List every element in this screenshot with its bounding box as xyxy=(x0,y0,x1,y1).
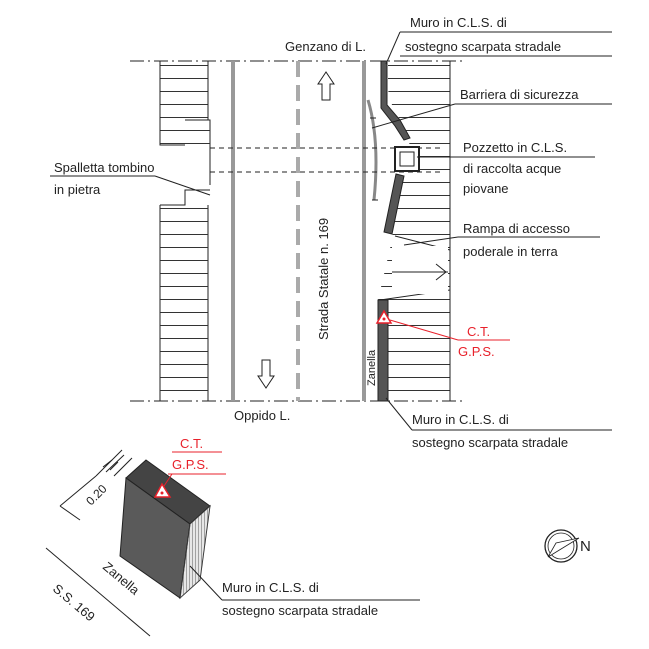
callout-muro-detail xyxy=(190,566,420,618)
road-name-label: Strada Statale n. 169 xyxy=(316,217,331,340)
ss-detail-label: S.S. 169 xyxy=(50,580,98,625)
svg-text:poderale in terra: poderale in terra xyxy=(463,244,558,259)
svg-text:sostegno scarpata stradale: sostegno scarpata stradale xyxy=(405,39,562,54)
svg-text:piovane: piovane xyxy=(463,181,509,196)
south-place-label: Oppido L. xyxy=(234,408,291,423)
svg-text:Pozzetto in C.L.S.: Pozzetto in C.L.S. xyxy=(463,140,568,155)
svg-text:C.T.: C.T. xyxy=(467,324,491,339)
svg-text:Spalletta tombino: Spalletta tombino xyxy=(54,160,155,175)
svg-text:sostegno scarpata stradale: sostegno scarpata stradale xyxy=(412,435,569,450)
arrow-south-icon xyxy=(258,360,274,388)
svg-text:Barriera di sicurezza: Barriera di sicurezza xyxy=(460,87,579,102)
svg-text:G.P.S.: G.P.S. xyxy=(458,344,495,359)
dimension-label: 0.20 xyxy=(83,481,110,509)
callout-muro-bottom xyxy=(386,398,612,450)
detail-view xyxy=(46,436,420,636)
svg-text:sostegno scarpata stradale: sostegno scarpata stradale xyxy=(222,603,379,618)
callout-ct-detail xyxy=(164,436,226,486)
zanella-detail-label: Zanella xyxy=(100,558,143,598)
svg-text:di raccolta acque: di raccolta acque xyxy=(463,161,562,176)
left-embankment xyxy=(160,61,210,401)
north-place-label: Genzano di L. xyxy=(285,39,366,54)
safety-barrier xyxy=(368,100,376,200)
svg-text:Muro in C.L.S. di: Muro in C.L.S. di xyxy=(410,15,507,30)
svg-text:Rampa di accesso: Rampa di accesso xyxy=(463,221,570,236)
svg-text:C.T.: C.T. xyxy=(180,436,204,451)
svg-text:in pietra: in pietra xyxy=(54,182,101,197)
callout-muro-top xyxy=(386,15,612,64)
plan-view xyxy=(50,15,612,450)
svg-text:Muro in C.L.S. di: Muro in C.L.S. di xyxy=(412,412,509,427)
svg-text:Muro in C.L.S. di: Muro in C.L.S. di xyxy=(222,580,319,595)
zanella-plan-label: Zanella xyxy=(366,349,378,386)
north-label: N xyxy=(580,538,591,555)
north-arrow-icon xyxy=(545,530,591,562)
svg-text:G.P.S.: G.P.S. xyxy=(172,457,209,472)
arrow-north-icon xyxy=(318,72,334,100)
